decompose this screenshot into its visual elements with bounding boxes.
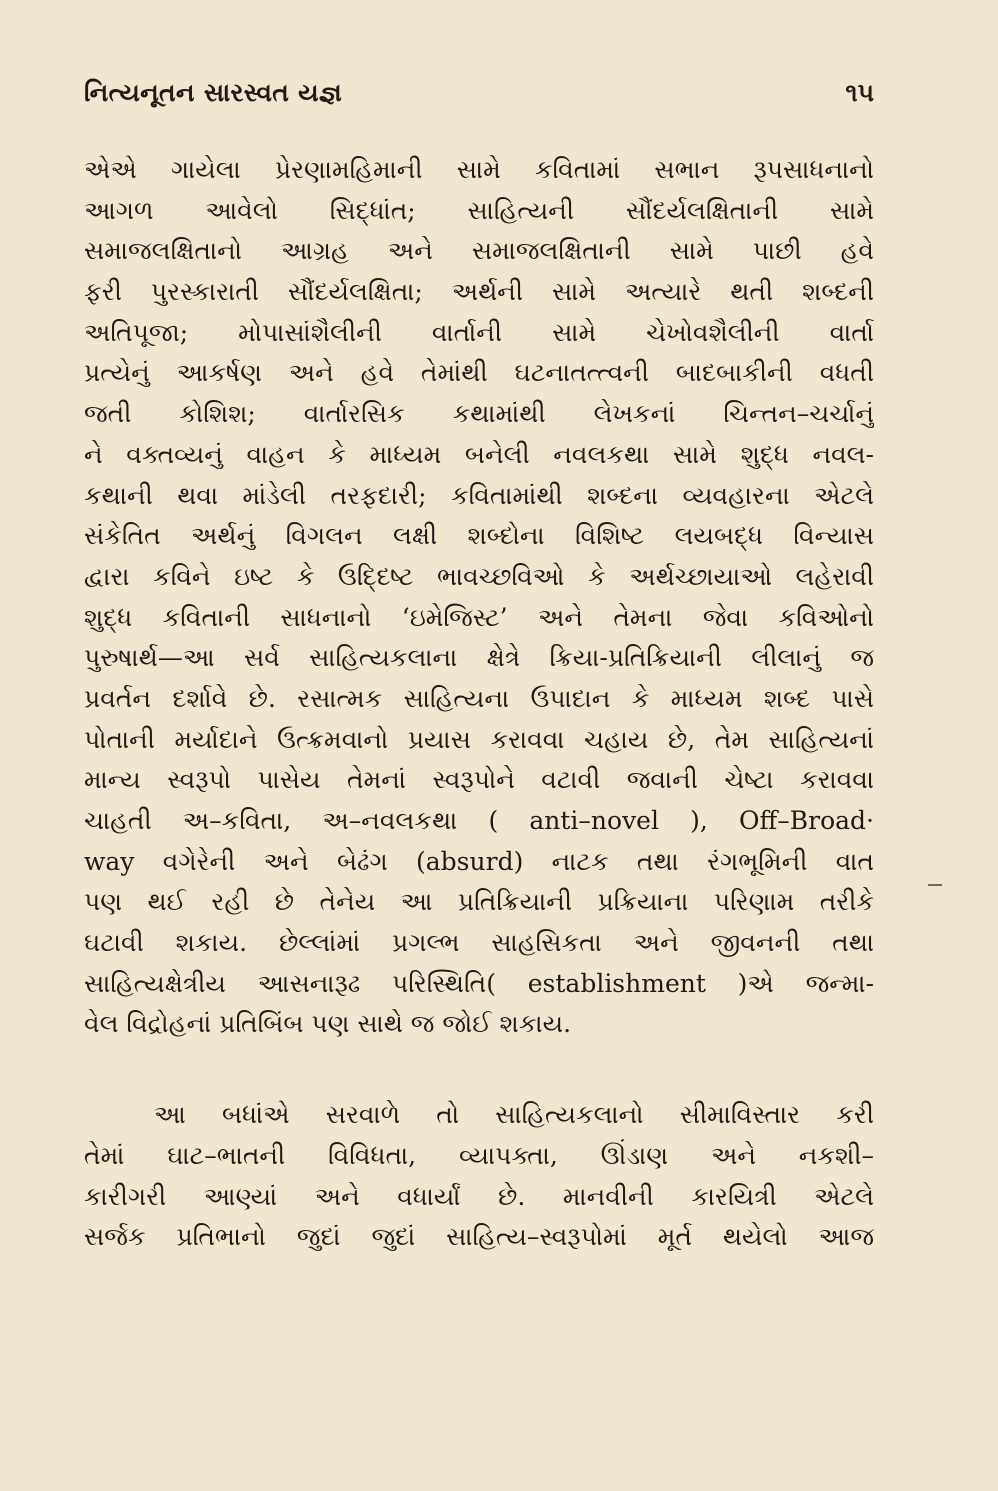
text-line: પોતાની મર્યાદાને ઉત્ક્રમવાનો પ્રયાસ કરાવવા ચહાય છે, તેમ સાહિત્યનાં xyxy=(84,724,874,754)
text-line: માન્ય સ્વરૂપો પાસેય તેમનાં સ્વરૂપોને વટાવી જવાની ચેષ્ટા કરાવવા xyxy=(84,765,874,795)
text-line: ને વક્તવ્યનું વાહન કે માધ્યમ બનેલી નવલકથા સામે શુદ્ધ નવલ- xyxy=(84,439,874,469)
text-line: દ્વારા કવિને ઇષ્ટ કે ઉદ્દિષ્ટ ભાવચ્છવિઓ કે અર્થચ્છાયાઓ લહેરાવી xyxy=(84,561,874,591)
paragraph-2 xyxy=(84,1095,874,1258)
text-line: ફરી પુરસ્કારાતી સૌંદર્યલક્ષિતા; અર્થની સામે અત્યારે થતી શબ્દની xyxy=(84,277,874,307)
text-line: અતિપૂજા; મોપાસાંશૈલીની વાર્તાની સામે ચેખોવશૈલીની વાર્તા xyxy=(84,317,874,347)
paragraph-1 xyxy=(84,150,874,1045)
text-line: પ્રવર્તન દર્શાવે છે. રસાત્મક સાહિત્યના ઉપાદાન કે માધ્યમ શબ્દ પાસે xyxy=(84,683,874,713)
text-line: એએ ગાયેલા પ્રેરણામહિમાની સામે કવિતામાં સભાન રૂપસાધનાનો xyxy=(84,155,874,184)
text-line: સમાજલક્ષિતાનો આગ્રહ અને સમાજલક્ષિતાની સામે પાછી હવે xyxy=(84,236,874,266)
page-number: ૧૫ xyxy=(845,78,874,107)
text-line: સાહિત્યક્ષેત્રીય આસનારૂઢ પરિસ્થિતિ( establishment )એ જન્મા- xyxy=(84,968,874,998)
text-line: પુરુષાર્થ—આ સર્વ સાહિત્યકલાના ક્ષેત્રે ક્રિયા-પ્રતિક્રિયાની લીલાનું જ xyxy=(84,643,874,673)
text-line: પણ થઈ રહી છે તેનેય આ પ્રતિક્રિયાની પ્રક્રિયાના પરિણામ તરીકે xyxy=(84,887,874,917)
text-line: ઘટાવી શકાય. છેલ્લાંમાં પ્રગલ્ભ સાહસિકતા અને જીવનની તથા xyxy=(84,928,874,958)
text-line: શુદ્ધ કવિતાની સાધનાનો ‘ઇમેજિસ્ટ’ અને તેમના જેવા કવિઓનો xyxy=(84,602,874,632)
text-line: સંકેતિત અર્થનું વિગલન લક્ષી શબ્દોના વિશિષ્ટ લયબદ્ધ વિન્યાસ xyxy=(84,521,874,551)
margin-tick-mark xyxy=(928,884,942,886)
running-title: નિત્યનૂતન સારસ્વત યજ્ઞ xyxy=(84,78,343,107)
text-line: જતી કોશિશ; વાર્તારસિક કથામાંથી લેખકનાં ચિન્તન–ચર્ચાનું xyxy=(84,399,874,429)
text-line: આગળ આવેલો સિદ્ધાંત; સાહિત્યની સૌંદર્યલક્ષિતાની સામે xyxy=(84,195,874,225)
page-header xyxy=(84,78,874,118)
text-line: way વગેરેની અને બેઢંગ (absurd) નાટક તથા રંગભૂમિની વાત xyxy=(84,846,874,876)
text-line: પ્રત્યેનું આકર્ષણ અને હવે તેમાંથી ઘટનાતત્ત્વની બાદબાકીની વધતી xyxy=(84,358,874,388)
text-line: કથાની થવા માંડેલી તરફદારી; કવિતામાંથી શબ્દના વ્યવહારના એટલે xyxy=(84,480,874,510)
paragraph-gap xyxy=(84,1045,874,1095)
text-line: સર્જક પ્રતિભાનો જુદાં જુદાં સાહિત્ય–સ્વરૂપોમાં મૂર્ત થયેલો આજ xyxy=(84,1222,874,1252)
text-line: કારીગરી આણ્યાં અને વધાર્યાં છે. માનવીની કારયિત્રી એટલે xyxy=(84,1181,874,1211)
text-line: આ બધાંએ સરવાળે તો સાહિત્યકલાનો સીમાવિસ્તાર કરી xyxy=(154,1100,874,1130)
text-line: તેમાં ઘાટ–ભાતની વિવિધતા, વ્યાપક્તા, ઊંડાણ અને નકશી– xyxy=(84,1140,874,1170)
text-line: ચાહતી અ–કવિતા, અ–નવલકથા ( anti–novel ), Off–Broad· xyxy=(84,806,874,835)
body-text xyxy=(84,150,874,1258)
text-line: વેલ વિદ્રોહનાં પ્રતિબિંબ પણ સાથે જ જોઈ શકાય. xyxy=(84,1009,572,1039)
